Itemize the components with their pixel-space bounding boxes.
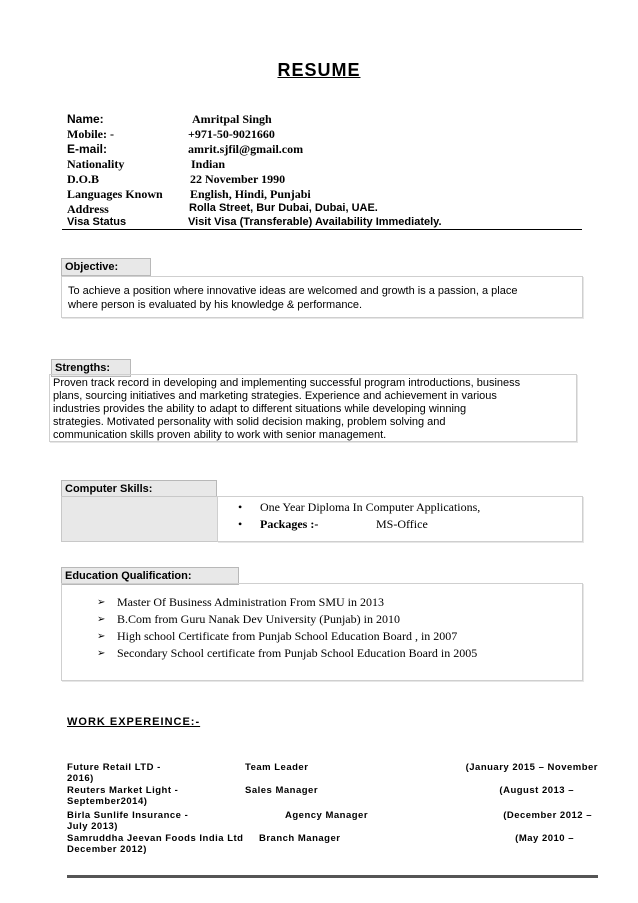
strengths-line-5: communication skills proven ability to work with senior management. — [53, 429, 387, 441]
skills-bullet-2: • — [238, 517, 243, 531]
arrow-bullet-icon: ➢ — [97, 597, 106, 608]
skills-packages-value: MS-Office — [376, 517, 428, 531]
nationality-value: Indian — [191, 157, 226, 171]
education-box — [61, 583, 583, 681]
work-date: (August 2013 – — [499, 785, 574, 796]
dob-value: 22 November 1990 — [190, 172, 286, 186]
strengths-line-1: Proven track record in developing and implementing successful program introductions, business — [53, 377, 521, 389]
objective-box — [61, 276, 583, 318]
work-company: Reuters Market Light - — [67, 785, 179, 796]
languages-label: Languages Known — [67, 187, 163, 201]
work-date: (January 2015 – November — [465, 762, 598, 773]
address-label: Address — [67, 202, 109, 216]
skills-item-1: One Year Diploma In Computer Applications, — [260, 500, 481, 514]
arrow-bullet-icon: ➢ — [97, 614, 106, 625]
header-divider — [62, 229, 582, 230]
mobile-label: Mobile: - — [67, 127, 114, 141]
languages-value: English, Hindi, Punjabi — [190, 187, 311, 201]
work-role: Agency Manager — [285, 810, 369, 821]
address-value: Rolla Street, Bur Dubai, Dubai, UAE. — [189, 202, 378, 214]
dob-label: D.O.B — [67, 172, 100, 186]
nationality-label: Nationality — [67, 157, 125, 171]
work-role: Sales Manager — [245, 785, 319, 796]
strengths-line-4: strategies. Motivated personality with solid decision making, problem solving and — [53, 416, 446, 428]
work-role: Team Leader — [245, 762, 309, 773]
work-company: Samruddha Jeevan Foods India Ltd — [67, 833, 244, 844]
email-value: amrit.sjfil@gmail.com — [188, 142, 304, 156]
name-label: Name: — [67, 112, 104, 126]
email-label: E-mail: — [67, 142, 108, 156]
objective-line-2: where person is evaluated by his knowledge & performance. — [68, 299, 363, 311]
mobile-value: +971-50-9021660 — [188, 127, 275, 141]
work-date: (December 2012 – — [503, 810, 592, 821]
strengths-line-2: plans, sourcing initiatives and marketing strategies. Experience and achievement in various — [53, 390, 497, 402]
computer-skills-side-shade — [61, 496, 218, 542]
skills-packages-label: Packages :- — [260, 517, 319, 531]
work-date-cont: 2016) — [67, 773, 94, 784]
list-item: ➢ Secondary School certificate from Punjab School Education Board in 2005 — [97, 646, 478, 660]
strengths-line-3: industries provides the ability to adapt to different situations while developing winning — [53, 403, 467, 415]
work-date-cont: December 2012) — [67, 844, 147, 855]
visa-value: Visit Visa (Transferable) Availability Immediately. — [188, 216, 442, 228]
work-date-cont: July 2013) — [67, 821, 118, 832]
list-item: ➢ B.Com from Guru Nanak Dev University (Punjab) in 2010 — [97, 612, 400, 626]
objective-line-1: To achieve a position where innovative ideas are welcomed and growth is a passion, a place — [68, 285, 518, 297]
work-role: Branch Manager — [259, 833, 341, 844]
visa-label: Visa Status — [67, 216, 127, 228]
footer-divider — [67, 875, 598, 878]
education-label: Education Qualification: — [61, 567, 239, 585]
computer-skills-label: Computer Skills: — [61, 480, 217, 498]
work-date: (May 2010 – — [515, 833, 574, 844]
strengths-box — [49, 374, 577, 442]
list-item: ➢ Master Of Business Administration From SMU in 2013 — [97, 595, 385, 609]
name-value: Amritpal Singh — [192, 112, 272, 126]
strengths-label: Strengths: — [51, 359, 131, 377]
objective-label: Objective: — [61, 258, 151, 276]
computer-skills-box — [217, 496, 583, 542]
list-item: ➢ High school Certificate from Punjab School Education Board , in 2007 — [97, 629, 458, 643]
skills-bullet-1: • — [238, 500, 243, 514]
work-company: Birla Sunlife Insurance - — [67, 810, 189, 821]
work-company: Future Retail LTD - — [67, 762, 161, 773]
arrow-bullet-icon: ➢ — [97, 631, 106, 642]
arrow-bullet-icon: ➢ — [97, 648, 106, 659]
resume-title: RESUME — [277, 60, 361, 80]
work-date-cont: September2014) — [67, 796, 148, 807]
education-list — [97, 594, 477, 662]
work-heading: WORK EXPEREINCE:- — [67, 716, 201, 728]
